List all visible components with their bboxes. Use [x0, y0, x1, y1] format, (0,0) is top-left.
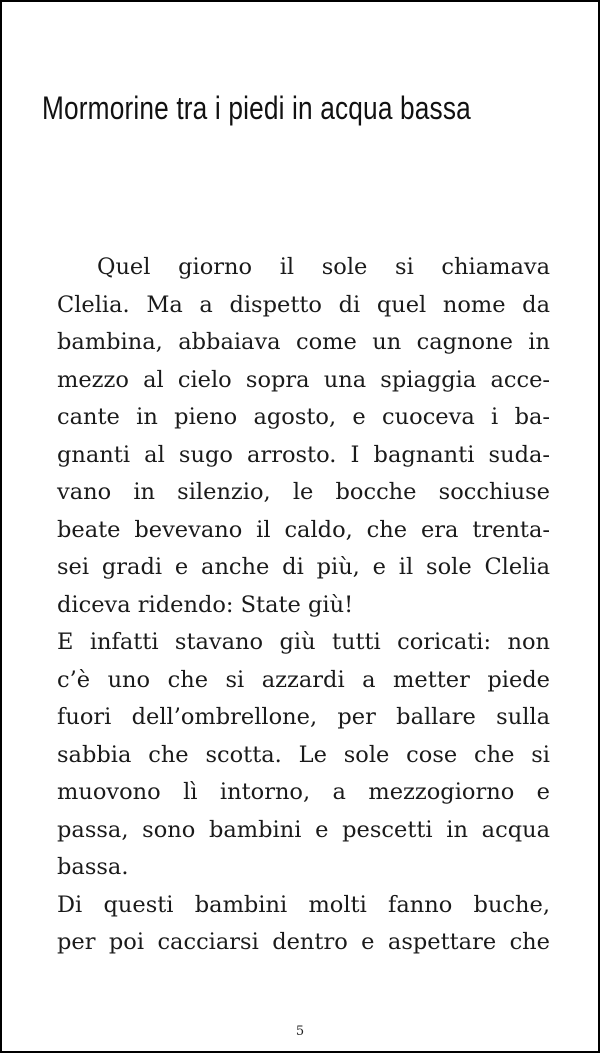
- text-line: c’è uno che si azzardi a metter piede: [57, 666, 550, 693]
- text-line: gnanti al sugo arrosto. I bagnanti suda-: [57, 441, 550, 468]
- chapter-title: Mormorine tra i piedi in acqua bassa: [42, 90, 471, 126]
- body-text: [57, 249, 550, 962]
- text-line: bambina, abbaiava come un cagnone in: [57, 329, 550, 355]
- text-line: fuori dell’ombrellone, per ballare sulla: [57, 704, 550, 730]
- text-line: Clelia. Ma a dispetto di quel nome da: [57, 291, 550, 318]
- text-line: passa, sono bambini e pescetti in acqua: [57, 816, 550, 843]
- text-line: cante in pieno agosto, e cuoceva i ba-: [57, 404, 550, 430]
- page-number: 5: [295, 1024, 305, 1039]
- text-line: mezzo al cielo sopra una spiaggia acce-: [57, 366, 550, 393]
- text-line: diceva ridendo: State giù!: [57, 591, 354, 618]
- text-line: E infatti stavano giù tutti coricati: non: [57, 629, 550, 655]
- text-line: per poi cacciarsi dentro e aspettare che: [57, 929, 550, 955]
- text-line: sabbia che scotta. Le sole cose che si: [57, 741, 550, 768]
- text-line: Quel giorno il sole si chiamava: [97, 254, 550, 280]
- text-line: vano in silenzio, le bocche socchiuse: [57, 479, 550, 505]
- text-line: Di questi bambini molti fanno buche,: [57, 891, 550, 918]
- text-line: bassa.: [57, 854, 129, 880]
- text-line: beate bevevano il caldo, che era trenta-: [57, 516, 550, 543]
- text-line: muovono lì intorno, a mezzogiorno e: [57, 779, 550, 805]
- text-line: sei gradi e anche di più, e il sole Clelia: [57, 554, 550, 580]
